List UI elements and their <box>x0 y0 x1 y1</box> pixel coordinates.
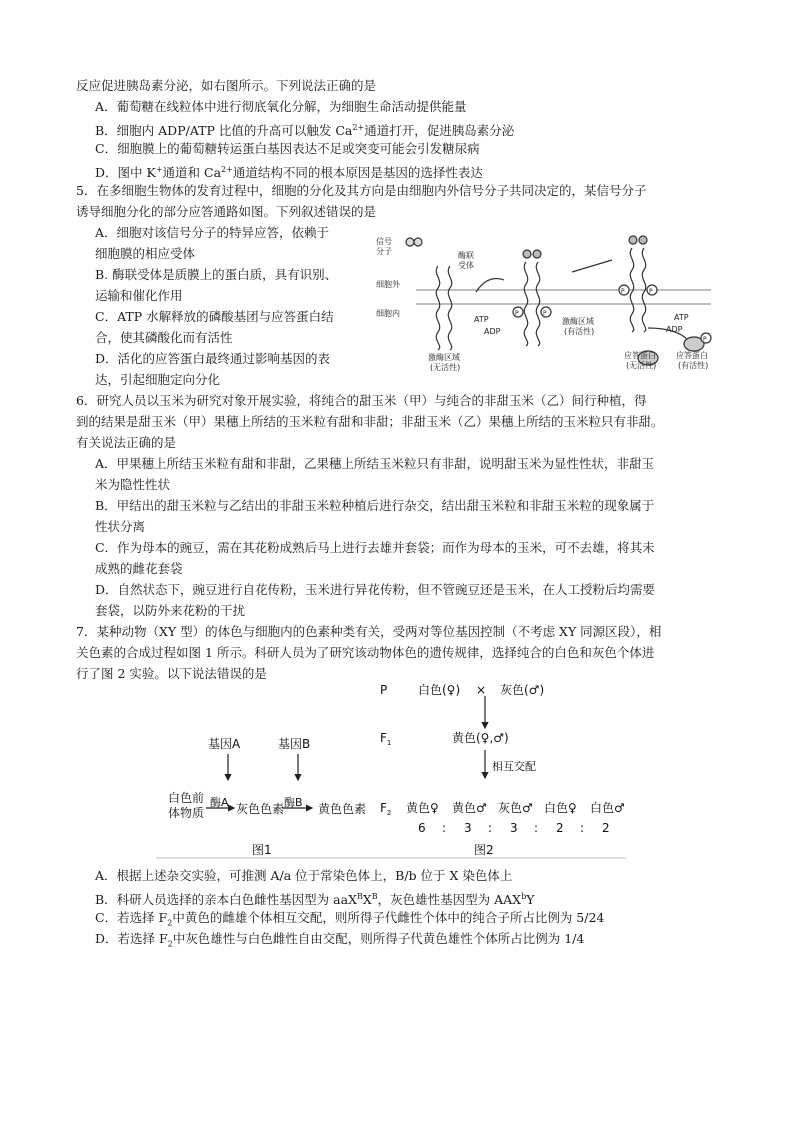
fig2-ratio-colon-2: : <box>488 821 493 835</box>
fig-resp-active2: (有活性) <box>678 361 709 370</box>
fig2-caption: 图2 <box>474 843 494 857</box>
q6-stem-line2: 到的结果是甜玉米（甲）果穗上所结的玉米粒有甜和非甜；非甜玉米（乙）果穗上所结的玉米粒只有非甜。 <box>76 414 664 429</box>
q5-option-d: D．活化的应答蛋白最终通过影响基因的表 <box>95 351 331 366</box>
fig1-gray-pigment: 灰色色素 <box>236 802 285 816</box>
q6-stem-line3: 有关说法正确的是 <box>76 435 177 450</box>
fig-kinase-active1: 激酶区域 <box>562 317 594 326</box>
fig-signal-label1: 信号 <box>376 237 392 246</box>
fig2-ratio-3: 2 <box>556 821 564 835</box>
q4-option-c: C．细胞膜上的葡萄糖转运蛋白基因表达不足或突变可能会引发糖尿病 <box>95 141 480 156</box>
q7-option-a: A．根据上述杂交实验，可推测 A/a 位于常染色体上，B/b 位于 X 染色体上 <box>95 868 513 883</box>
q4-option-a: A．葡萄糖在线粒体中进行彻底氧化分解，为细胞生命活动提供能量 <box>95 99 467 114</box>
fig2-f2-pheno-3: 白色♀ <box>544 801 577 815</box>
q7-option-c: C．若选择 $F_2$中黄色的雌雄个体相互交配，则所得子代雌性个体中的纯合子所占比例为 5/24 <box>95 910 605 928</box>
fig2-p-female: 白色(♀) <box>418 683 461 697</box>
q7-option-d: D．若选择 $F_2$中灰色雄性与白色雌性自由交配，则所得子代黄色雄性个体所占比例为 1/4 <box>95 931 585 949</box>
fig1-caption: 图1 <box>252 843 272 857</box>
fig-p3: P <box>621 288 625 295</box>
fig2-f2-label: $F_2$ <box>380 801 392 817</box>
fig1-precursor2: 体物质 <box>168 806 205 820</box>
q7-stem-line3: 行了图 2 实验。以下说法错误的是 <box>76 666 267 681</box>
q7-stem-line1: 7．某种动物（XY 型）的体色与细胞内的色素种类有关，受两对等位基因控制（不考虑 XY 同源区段），相 <box>76 624 662 639</box>
fig-resp-active1: 应答蛋白 <box>676 351 708 360</box>
fig2-f1-label: $F_1$ <box>380 731 392 747</box>
q4-stem: 反应促进胰岛素分泌，如右图所示。下列说法正确的是 <box>76 78 377 93</box>
q6-option-b: B．甲结出的甜玉米粒与乙结出的非甜玉米粒种植后进行杂交，结出甜玉米粒和非甜玉米粒的现象属于 <box>95 498 655 513</box>
q6-option-b-cont: 性状分离 <box>95 519 146 534</box>
q4-option-b: B．细胞内 ADP/ATP 比值的升高可以触发 $Ca^{2+}$通道打开，促进胰岛素分泌 <box>95 123 515 139</box>
q6-stem-line1: 6．研究人员以玉米为研究对象开展实验，将纯合的甜玉米（甲）与纯合的非甜玉米（乙）间行种植，得 <box>76 393 647 408</box>
q7-figures <box>156 682 636 862</box>
fig2-ratio-colon-4: : <box>580 821 585 835</box>
fig2-ratio-2: 3 <box>510 821 518 835</box>
q7-option-b: B．科研人员选择的亲本白色雌性基因型为 $aaX^BX^B$，灰色雄性基因型为 AAX$^b$Y <box>95 892 535 908</box>
q5-stem-line1: 5．在多细胞生物体的发育过程中，细胞的分化及其方向是由细胞内外信号分子共同决定的，某信号分子 <box>76 183 647 198</box>
fig1-gene-b: 基因B <box>278 737 311 751</box>
fig2-ratio-1: 3 <box>464 821 472 835</box>
q5-option-d-cont: 达，引起细胞定向分化 <box>95 372 221 387</box>
fig2-p-male: 灰色(♂) <box>500 683 545 697</box>
fig1-yellow-pigment: 黄色色素 <box>318 802 367 816</box>
fig2-f2-pheno-0: 黄色♀ <box>406 801 439 815</box>
q6-option-a: A．甲果穗上所结玉米粒有甜和非甜，乙果穗上所结玉米粒只有非甜，说明甜玉米为显性性状，非甜玉 <box>95 456 655 471</box>
q5-stem-line2: 诱导细胞分化的部分应答通路如图。下列叙述错误的是 <box>76 204 377 219</box>
q5-option-b: B. 酶联受体是质膜上的蛋白质，具有识别、 <box>95 267 338 282</box>
fig-p2: P <box>543 310 547 317</box>
fig-atp-label2: ATP <box>674 313 689 322</box>
fig-resp-inactive1: 应答蛋白 <box>624 351 656 360</box>
q6-option-c-cont: 成熟的雌花套袋 <box>95 561 183 576</box>
fig2-ratio-4: 2 <box>602 821 610 835</box>
fig2-ratio-0: 6 <box>418 821 426 835</box>
fig2-intercross: 相互交配 <box>492 760 536 773</box>
fig2-ratio-colon-1: : <box>442 821 447 835</box>
fig-atp-label1: ATP <box>474 315 489 324</box>
q5-option-a: A．细胞对该信号分子的特异应答，依赖于 <box>95 225 330 240</box>
fig-resp-inactive2: (无活性) <box>626 361 657 370</box>
fig-kinase-inactive1: 激酶区域 <box>428 353 460 362</box>
fig-kinase-inactive2: (无活性) <box>430 363 461 372</box>
fig2-f2-pheno-1: 黄色♂ <box>452 801 487 815</box>
q4-option-d: D．图中 K+通道和 $Ca^{2+}$通道结构不同的根本原因是基因的选择性表达 <box>95 165 483 181</box>
q7-stem-line2: 关色素的合成过程如图 1 所示。科研人员为了研究该动物体色的遗传规律，选择纯合的白色和灰色个体进 <box>76 645 655 660</box>
fig2-p-label: P <box>380 683 388 697</box>
fig-p1: P <box>515 310 519 317</box>
fig1-gene-a: 基因A <box>208 737 241 751</box>
fig2-f2-pheno-2: 灰色♂ <box>498 801 533 815</box>
fig1-enzyme-a: 酶A <box>210 796 229 809</box>
fig2-f2-pheno-4: 白色♂ <box>590 801 625 815</box>
fig-kinase-active2: (有活性) <box>564 327 595 336</box>
fig2-ratio-colon-3: : <box>534 821 539 835</box>
q6-option-a-cont: 米为隐性性状 <box>95 477 171 492</box>
q5-option-b-cont: 运输和催化作用 <box>95 288 183 303</box>
fig-adp-label2: ADP <box>666 325 683 334</box>
fig-signal-label2: 分子 <box>376 247 392 256</box>
fig2-cross: × <box>476 683 487 697</box>
fig-outside-label: 细胞外 <box>376 280 400 289</box>
fig-receptor-label2: 受体 <box>458 261 474 270</box>
fig-p5: P <box>703 336 707 343</box>
q5-option-a-cont: 细胞膜的相应受体 <box>95 246 196 261</box>
q6-option-c: C．作为母本的豌豆，需在其花粉成熟后马上进行去雄并套袋；而作为母本的玉米，可不去雄，将其未 <box>95 540 655 555</box>
fig-adp-label1: ADP <box>484 327 501 336</box>
q6-option-d: D．自然状态下，豌豆进行自花传粉，玉米进行异花传粉，但不管豌豆还是玉米，在人工授粉后均需要 <box>95 582 656 597</box>
q5-receptor-diagram <box>376 232 716 372</box>
q5-option-c: C．ATP 水解释放的磷酸基团与应答蛋白结 <box>95 309 334 324</box>
fig1-precursor1: 白色前 <box>168 791 205 805</box>
fig2-f1-phenotype: 黄色(♀,♂) <box>452 731 509 745</box>
fig-receptor-label1: 酶联 <box>458 251 474 260</box>
fig1-enzyme-b: 酶B <box>284 796 303 809</box>
q6-option-d-cont: 套袋，以防外来花粉的干扰 <box>95 603 246 618</box>
fig-p4: P <box>649 288 653 295</box>
fig-inside-label: 细胞内 <box>376 309 400 318</box>
q5-option-c-cont: 合，使其磷酸化而有活性 <box>95 330 233 345</box>
